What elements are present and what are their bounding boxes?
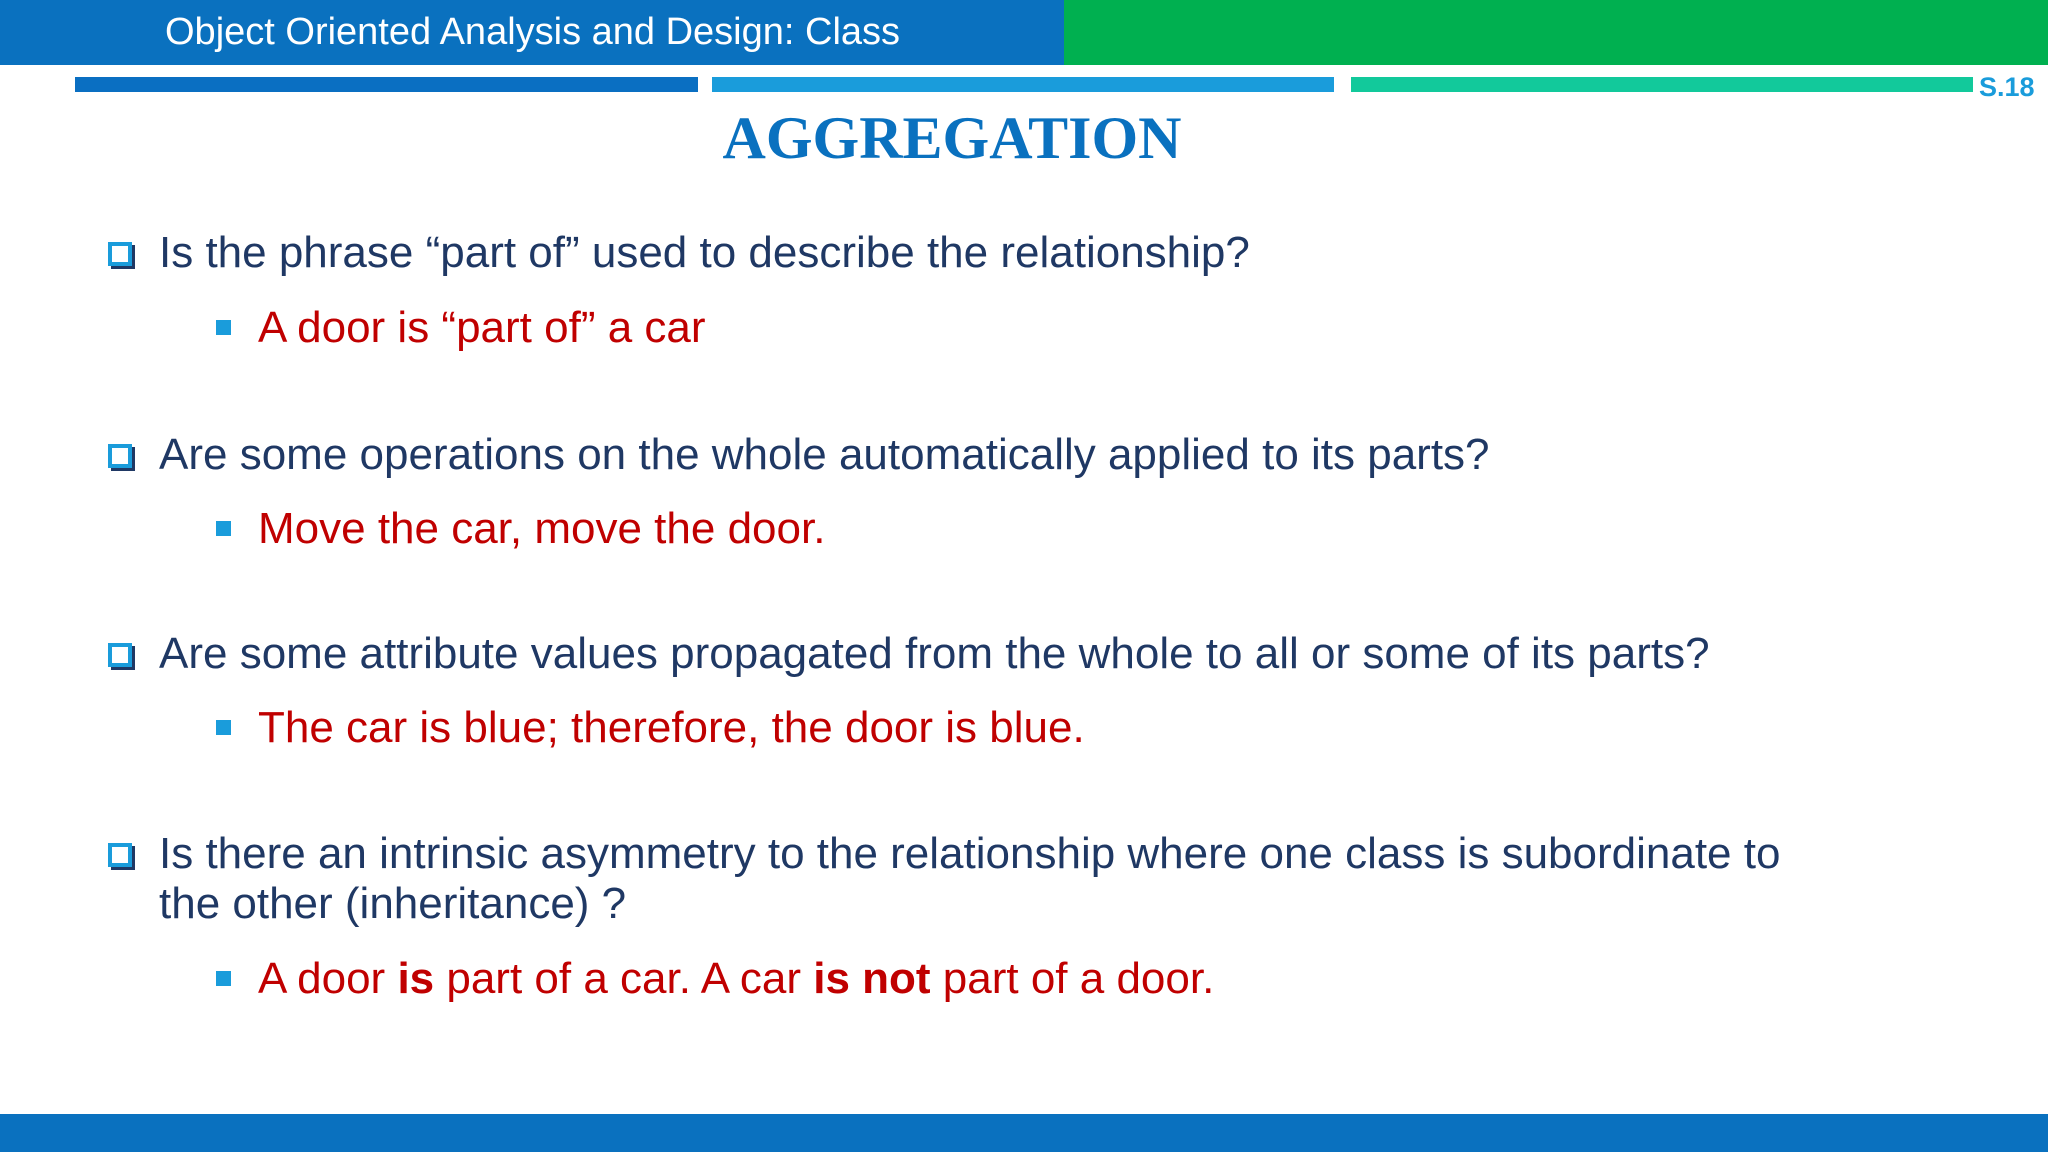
square-bullet-icon [216,971,231,986]
question-2 [108,430,1999,480]
emphasis-is: is [397,954,435,1003]
question-text: Are some attribute values propagated from the whole to all or some of its parts? [159,629,1710,678]
answer-segment: part of a car. A car [434,954,814,1003]
answer-segment: A door [258,954,398,1003]
question-text: Are some operations on the whole automatically applied to its parts? [159,430,1490,479]
accent-stripe-teal [1351,77,1973,92]
answer-text: A door is “part of” a car [258,303,706,352]
checkbox-bullet-icon [108,643,132,667]
answer-segment: part of a door. [930,954,1215,1003]
accent-stripe-blue [75,77,698,92]
slide-title: AGGREGATION [722,105,1182,171]
question-1 [108,228,1999,278]
question-line-2: the other (inheritance) ? [159,879,627,928]
answer-2 [216,504,825,554]
checkbox-bullet-icon [108,843,132,867]
question-text: Is the phrase “part of” used to describe the relationship? [159,228,1250,277]
answer-4 [216,954,1214,1004]
accent-stripe-cyan [712,77,1334,92]
answer-text [258,954,1214,1004]
slide-number: S.18 [1979,72,2035,102]
square-bullet-icon [216,320,231,335]
square-bullet-icon [216,521,231,536]
answer-3 [216,703,1085,753]
question-line-1: Is there an intrinsic asymmetry to the relationship where one class is subordinate to [159,829,1781,878]
checkbox-bullet-icon [108,242,132,266]
answer-text: Move the car, move the door. [258,504,826,553]
question-4 [108,829,1999,929]
question-text [159,829,1999,929]
checkbox-bullet-icon [108,444,132,468]
answer-1 [216,303,706,353]
answer-text: The car is blue; therefore, the door is blue. [258,703,1085,752]
square-bullet-icon [216,720,231,735]
footer-bar [0,1114,2048,1152]
question-3 [108,629,1999,679]
course-title: Object Oriented Analysis and Design: Class [165,11,901,53]
header-bar-green [1064,0,2048,65]
emphasis-is-not: is not [813,954,931,1003]
